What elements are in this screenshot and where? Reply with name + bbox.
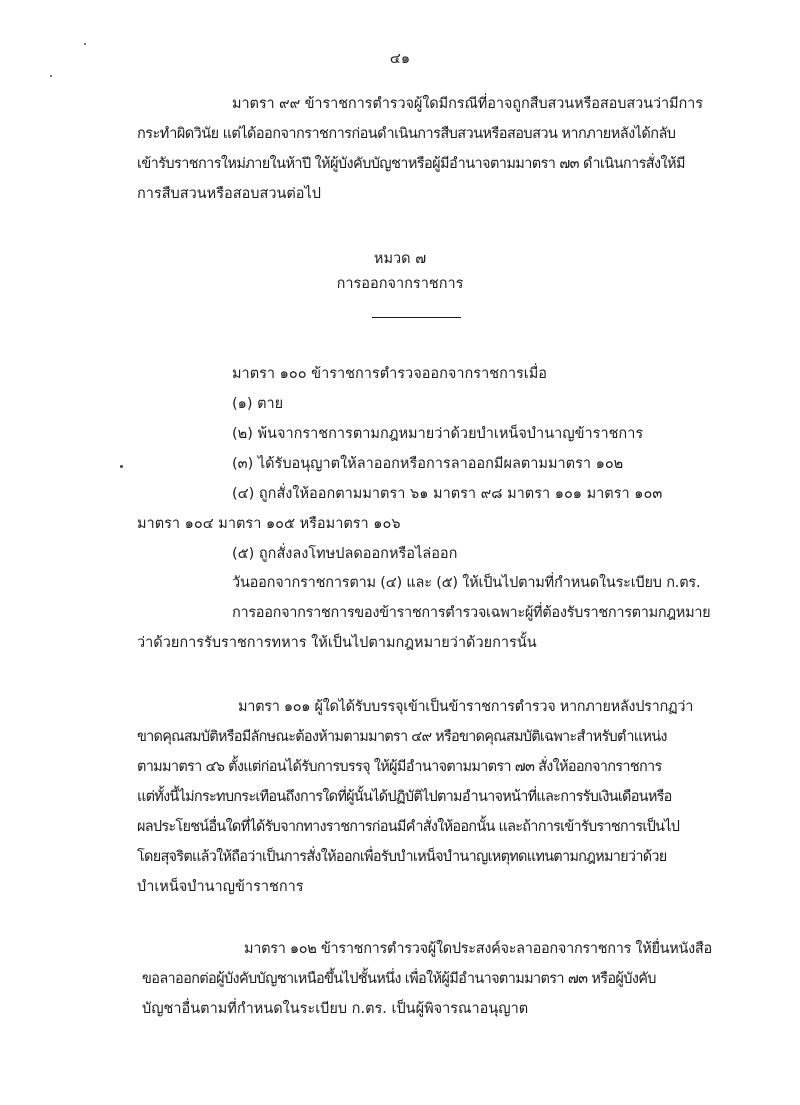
chapter-divider <box>372 317 461 318</box>
scan-speck <box>84 43 86 45</box>
section-101-line-4: แต่ทั้งนี้ไม่กระทบกระเทือนถึงการใดที่ผู้นั้นได้ปฏิบัติไปตามอำนาจหน้าที่และการรับเงินเดือนหรือ <box>137 789 672 805</box>
section-100-item-3: (๓) ได้รับอนุญาตให้ลาออกหรือการลาออกมีผลตามมาตรา ๑๐๒ <box>232 456 624 472</box>
section-100-item-5: (๕) ถูกสั่งลงโทษปลดออกหรือไล่ออก <box>232 546 458 562</box>
section-101-line-5: ผลประโยชน์อื่นใดที่ได้รับจากทางราชการก่อนมีคำสั่งให้ออกนั้น และถ้าการเข้ารับราชการเป็นไป <box>137 819 680 835</box>
section-101-line-3: ตามมาตรา ๔๖ ตั้งแต่ก่อนได้รับการบรรจุ ให้ผู้มีอำนาจตามมาตรา ๗๓ สั่งให้ออกจากราชการ <box>137 759 662 775</box>
section-101-line-2: ขาดคุณสมบัติหรือมีลักษณะต้องห้ามตามมาตรา ๔๙ หรือขาดคุณสมบัติเฉพาะสำหรับตำแหน่ง <box>137 729 667 745</box>
page-number: ๔๑ <box>389 51 411 67</box>
section-100-item-4: (๔) ถูกสั่งให้ออกตามมาตรา ๖๑ มาตรา ๙๘ มาตรา ๑๐๑ มาตรา ๑๐๓ <box>232 486 663 502</box>
section-102-line-2: ขอลาออกต่อผู้บังคับบัญชาเหนือขึ้นไปชั้นหนึ่ง เพื่อให้ผู้มีอำนาจตามมาตรา ๗๓ หรือผู้บังคับ <box>142 971 656 987</box>
section-99-line-1: มาตรา ๙๙ ข้าราชการตำรวจผู้ใดมีกรณีที่อาจถูกสืบสวนหรือสอบสวนว่ามีการ <box>232 96 703 112</box>
chapter-title: การออกจากราชการ <box>336 276 464 292</box>
section-100-line-1: มาตรา ๑๐๐ ข้าราชการตำรวจออกจากราชการเมื่อ <box>232 366 548 382</box>
scan-speck <box>50 75 52 77</box>
section-101-line-1: มาตรา ๑๐๑ ผู้ใดได้รับบรรจุเข้าเป็นข้าราชการตำรวจ หากภายหลังปรากฏว่า <box>238 699 694 715</box>
section-102-line-1: มาตรา ๑๐๒ ข้าราชการตำรวจผู้ใดประสงค์จะลาออกจากราชการ ให้ยื่นหนังสือ <box>244 941 712 957</box>
section-100-item-1: (๑) ตาย <box>232 396 284 412</box>
section-100-paragraph-2: วันออกจากราชการตาม (๔) และ (๕) ให้เป็นไปตามที่กำหนดในระเบียบ ก.ตร. <box>232 575 701 591</box>
section-101-line-7: บำเหน็จบำนาญข้าราชการ <box>137 879 304 895</box>
section-102-line-3: บัญชาอื่นตามที่กำหนดในระเบียบ ก.ตร. เป็นผู้พิจารณาอนุญาต <box>142 1001 529 1017</box>
section-99-line-2: กระทำผิดวินัย แต่ได้ออกจากราชการก่อนดำเนินการสืบสวนหรือสอบสวน หากภายหลังได้กลับ <box>137 126 676 142</box>
section-100-item-4-cont: มาตรา ๑๐๔ มาตรา ๑๐๕ หรือมาตรา ๑๐๖ <box>137 516 401 532</box>
section-99-line-4: การสืบสวนหรือสอบสวนต่อไป <box>137 186 322 202</box>
scan-speck <box>120 465 123 468</box>
section-101-line-6: โดยสุจริตแล้วให้ถือว่าเป็นการสั่งให้ออกเพื่อรับบำเหน็จบำนาญเหตุทดแทนตามกฎหมายว่าด้วย <box>137 849 667 865</box>
section-100-paragraph-3: การออกจากราชการของข้าราชการตำรวจเฉพาะผู้ที่ต้องรับราชการตามกฎหมาย <box>232 605 711 621</box>
section-100-paragraph-3-cont: ว่าด้วยการรับราชการทหาร ให้เป็นไปตามกฎหมายว่าด้วยการนั้น <box>137 635 537 651</box>
section-99-line-3: เข้ารับราชการใหม่ภายในห้าปี ให้ผู้บังคับบัญชาหรือผู้มีอำนาจตามมาตรา ๗๓ ดำเนินการสั่งให้มี <box>137 156 685 172</box>
chapter-number: หมวด ๗ <box>373 251 427 267</box>
section-100-item-2: (๒) พ้นจากราชการตามกฎหมายว่าด้วยบำเหน็จบำนาญข้าราชการ <box>232 426 644 442</box>
